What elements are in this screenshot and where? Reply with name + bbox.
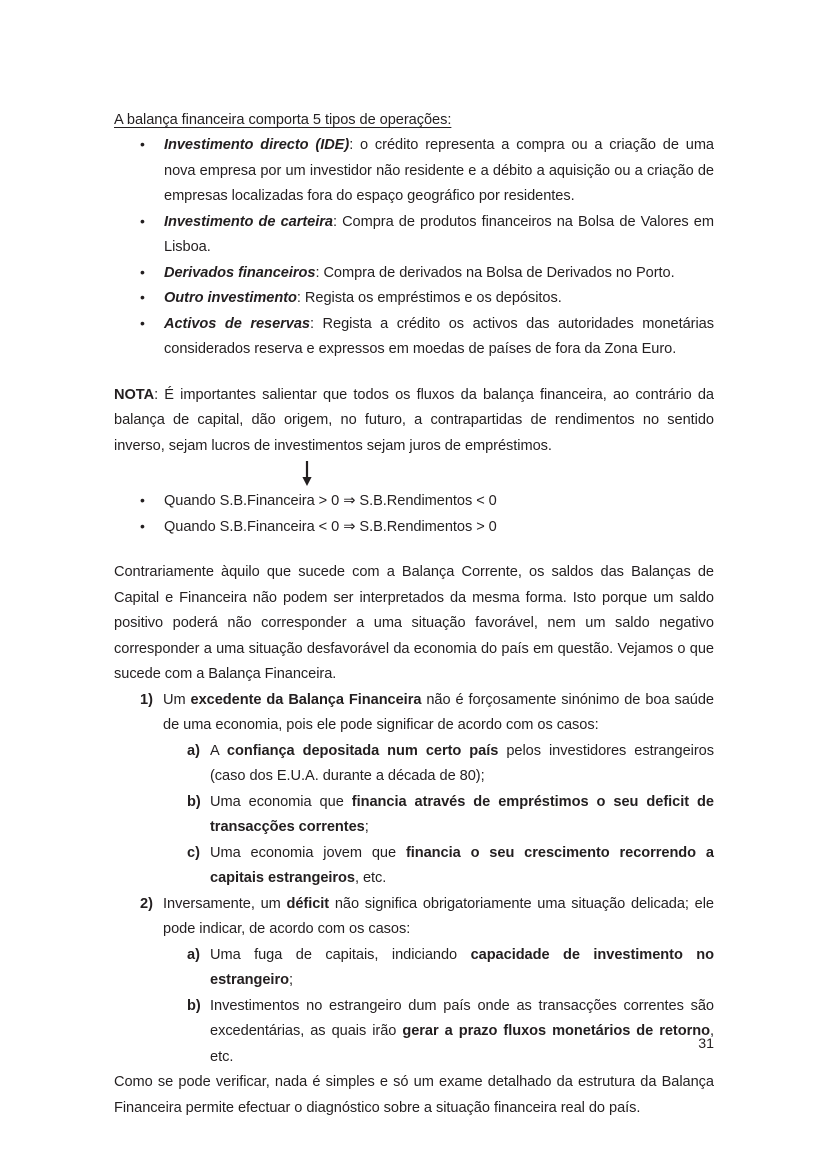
nota-paragraph: [114, 383, 714, 460]
lettered-item: [163, 841, 714, 892]
operation-body: : Regista os empréstimos e os depósitos.: [296, 290, 562, 306]
list-item: • Quando S.B.Financeira < 0 ⇒ S.B.Rendimentos > 0: [114, 515, 714, 541]
operation-body: : Regista a crédito os activos das autoridades monetárias considerados reserva e expressos em moedas de países de fora da Zona Euro.: [164, 315, 714, 357]
item-post: pelos investidores estrangeiros (caso dos E.U.A. durante a década de 80);: [210, 742, 714, 784]
item-marker: b): [187, 793, 201, 810]
item-bold: déficit: [286, 895, 330, 912]
down-arrow-icon: [299, 461, 315, 492]
item-bold: financia o seu crescimento recorrendo a capitais estrangeiros: [210, 844, 714, 886]
contrary-paragraph: Contrariamente àquilo que sucede com a Balança Corrente, os saldos das Balanças de Capital e Financeira não podem ser interpretados da mesma forma. Isto porque um saldo positivo poderá não corresponder a uma situação favorável, nem um saldo negativo corresponder a uma situação desfavorável da economia do país em questão. Vejamos o que sucede com a Balança Financeira.: [114, 564, 714, 682]
operation-term: Investimento directo (IDE): [164, 137, 350, 153]
item-marker: 2): [140, 895, 153, 912]
item-marker: a): [187, 742, 200, 759]
list-item: [114, 312, 714, 363]
item-bold: gerar a prazo fluxos monetários de retorno: [402, 1023, 710, 1039]
item-post: , etc.: [354, 870, 387, 886]
lettered-item: [163, 994, 714, 1071]
conclusion-paragraph: Como se pode verificar, nada é simples e só um exame detalhado da estrutura da Balança Financeira permite efectuar o diagnóstico sobre a situação financeira real do país.: [114, 1074, 714, 1116]
item-pre: Um: [163, 691, 191, 708]
item-marker: c): [187, 844, 200, 861]
nota-label: NOTA: [114, 386, 155, 403]
item-pre: Inversamente, um: [163, 895, 287, 912]
item-post: ;: [364, 819, 369, 835]
numbered-item-1: [114, 688, 714, 892]
operation-body: : o crédito representa a compra ou a criação de uma nova empresa por um investidor não residente e a débito a aquisição ou a criação de empresas localizadas fora do espaço geográfico por residentes.: [164, 137, 714, 204]
cases-numbered-list: [114, 688, 714, 1071]
operation-term: Outro investimento: [164, 290, 297, 306]
list-item: [114, 133, 714, 210]
operation-body: : Compra de produtos financeiros na Bolsa de Valores em Lisboa.: [164, 213, 714, 255]
list-item: [114, 286, 714, 312]
item-marker: 1): [140, 691, 153, 708]
item-post: não é forçosamente sinónimo de boa saúde de uma economia, pois ele pode significar de acordo com os casos:: [163, 691, 714, 733]
item-bold: financia através de empréstimos o seu deficit de transacções correntes: [210, 793, 714, 835]
item-post: não significa obrigatoriamente uma situação delicada; ele pode indicar, de acordo com os casos:: [163, 895, 714, 937]
item-bold: confiança depositada num certo país: [226, 742, 499, 759]
item-marker: a): [187, 946, 200, 963]
sub-lettered-list-1: [163, 739, 714, 892]
item-pre: Investimentos no estrangeiro dum país onde as transacções correntes são excedentárias, as quais irão: [210, 997, 714, 1039]
operation-term: Activos de reservas: [164, 315, 310, 332]
item-post: , etc.: [210, 1023, 714, 1065]
nota-body: : É importantes salientar que todos os fluxos da balança financeira, ao contrário da balança de capital, dão origem, no futuro, a contrapartidas de rendimentos no sentido inverso, sejam lucros de investimentos sejam juros de empréstimos.: [114, 386, 714, 454]
operation-term: Investimento de carteira: [164, 213, 333, 230]
list-item: [114, 261, 714, 287]
spacer: [114, 363, 714, 383]
item-bold: excedente da Balança Financeira: [190, 691, 422, 708]
spacer: [114, 540, 714, 560]
item-pre: Uma economia jovem que: [210, 844, 406, 861]
item-pre: A: [210, 742, 227, 759]
item-bold: capacidade de investimento no estrangeiro: [210, 946, 714, 988]
item-post: ;: [288, 972, 293, 988]
operations-bullet-list: [114, 133, 714, 363]
page-number: 31: [698, 1036, 714, 1052]
operation-term: Derivados financeiros: [164, 264, 316, 281]
list-item: [114, 210, 714, 261]
lettered-item: [163, 739, 714, 790]
page-content: [114, 110, 714, 1121]
item-pre: Uma fuga de capitais, indiciando: [210, 946, 471, 963]
section-heading: A balança financeira comporta 5 tipos de operações:: [114, 112, 452, 128]
lettered-item: [163, 790, 714, 841]
equations-bullet-list: [114, 489, 714, 540]
list-item: • Quando S.B.Financeira > 0 ⇒ S.B.Rendimentos < 0: [114, 489, 714, 515]
item-pre: Uma economia que: [210, 793, 352, 810]
operation-body: : Compra de derivados na Bolsa de Derivados no Porto.: [315, 264, 675, 281]
arrow-row: [114, 459, 714, 489]
lettered-item: [163, 943, 714, 994]
item-marker: b): [187, 997, 201, 1014]
